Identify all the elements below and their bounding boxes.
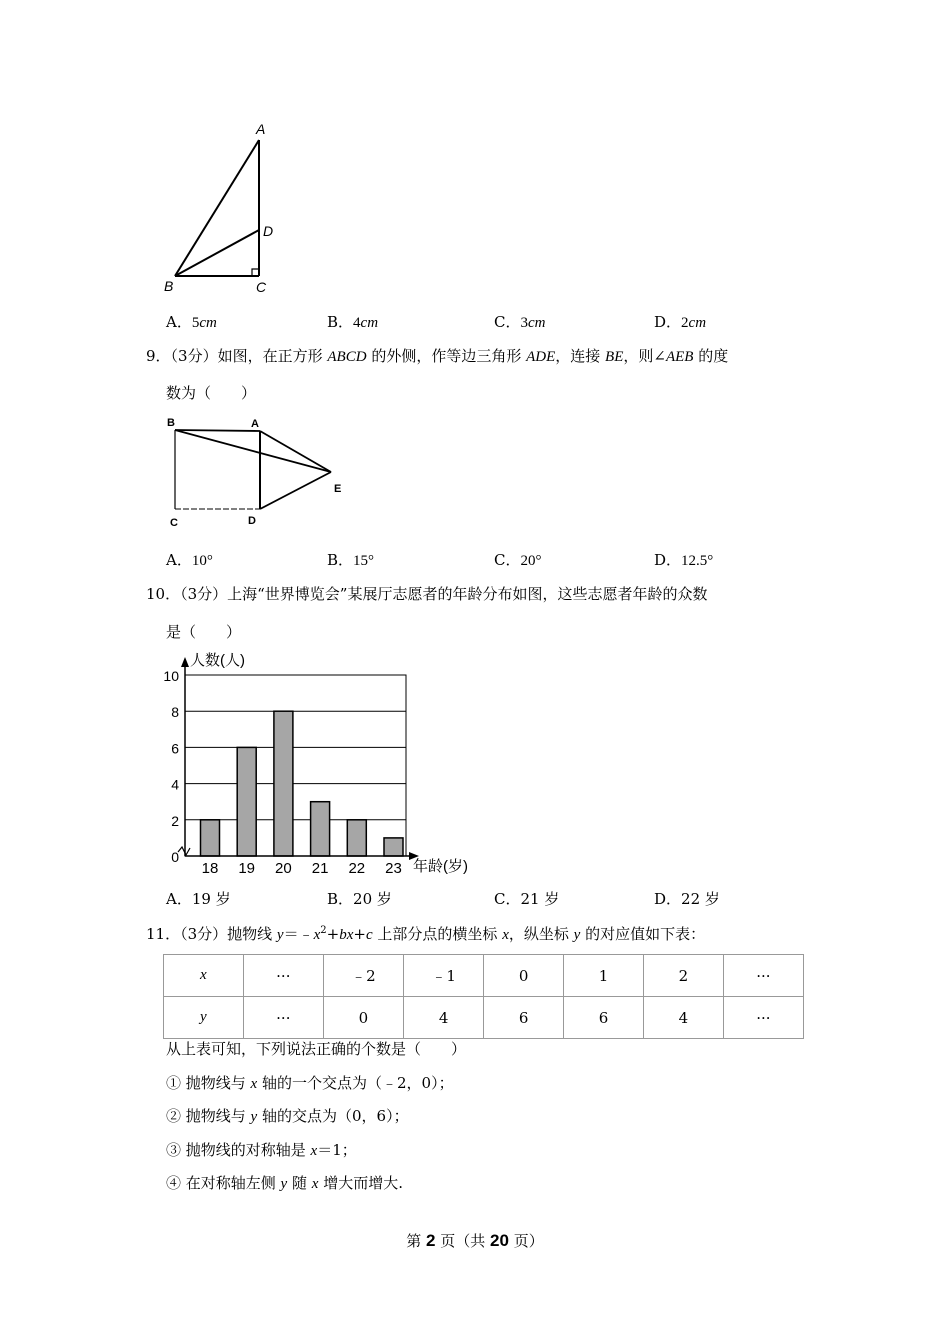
q11-statement-3: ③ 抛物线的对称轴是 x＝1；: [166, 1141, 357, 1159]
bar-22: [347, 820, 366, 856]
y-tick-label: 2: [171, 812, 179, 829]
bar-18: [201, 820, 220, 856]
q9-square-triangle-figure: [160, 410, 360, 535]
table-cell: 1: [564, 955, 644, 997]
table-cell: ···: [243, 997, 323, 1039]
table-row: [164, 955, 804, 997]
bar-19: [237, 747, 256, 856]
q9-option-d[interactable]: D．12.5°: [654, 551, 714, 569]
q11-statement-4: ④ 在对称轴左侧 y 随 x 增大而增大.: [166, 1174, 403, 1192]
table-row: [164, 997, 804, 1039]
q10-option-c[interactable]: C．21 岁: [494, 890, 560, 908]
q8-label-a: A: [256, 121, 266, 137]
y-tick-label: 10: [163, 668, 179, 684]
q11-statement-2: ② 抛物线与 y 轴的交点为（0，6）；: [166, 1107, 409, 1125]
axis-break-icon: [178, 847, 190, 855]
q8-triangle-figure: [160, 118, 290, 298]
table-cell: x: [164, 955, 244, 997]
table-cell: 4: [404, 997, 484, 1039]
q10-option-b[interactable]: B．20 岁: [327, 890, 392, 908]
q10-option-d[interactable]: D．22 岁: [654, 890, 720, 908]
q9-option-c[interactable]: C．20°: [494, 551, 542, 569]
xy-value-table: [163, 954, 804, 1039]
table-cell: 6: [564, 997, 644, 1039]
x-tick-label: 22: [348, 860, 366, 877]
table-cell: y: [164, 997, 244, 1039]
q8-option-d[interactable]: D．2cm: [654, 313, 707, 331]
table-cell: 4: [643, 997, 723, 1039]
q10-stem-line2: 是（ ）: [166, 623, 242, 641]
x-tick-label: 23: [385, 860, 402, 877]
q9-stem-line2: 数为（ ）: [166, 384, 257, 402]
q9-option-b[interactable]: B．15°: [327, 551, 375, 569]
table-cell: 6: [484, 997, 564, 1039]
q8-option-b[interactable]: B．4cm: [327, 313, 379, 331]
q11-stem: 11．（3分）抛物线 $y=﹣x^2+bx+c$ 上部分点的横坐标 x，纵坐标 y 的对应值如下表：: [146, 925, 706, 943]
q8-option-a[interactable]: A．5cm: [166, 313, 217, 331]
table-cell: 0: [323, 997, 403, 1039]
q11-statement-1: ① 抛物线与 x 轴的一个交点为（﹣2，0）；: [166, 1074, 454, 1092]
page-footer: 第 2 页（共 20 页）: [406, 1231, 544, 1250]
q9-label-d: D: [248, 515, 256, 527]
bar-21: [311, 802, 330, 856]
q10-option-a[interactable]: A．19 岁: [166, 890, 231, 908]
q9-label-a: A: [251, 418, 259, 430]
y-tick-label: 0: [171, 849, 179, 865]
q11-lead: 从上表可知，下列说法正确的个数是（ ）: [166, 1040, 467, 1058]
q9-label-b: B: [167, 417, 175, 429]
y-tick-label: 8: [171, 704, 179, 721]
age-bar-chart: [155, 645, 495, 880]
bar-23: [384, 838, 403, 856]
q8-option-c[interactable]: C．3cm: [494, 313, 546, 331]
table-cell: ···: [723, 997, 803, 1039]
q9-stem: 9．（3分）如图，在正方形 ABCD 的外侧，作等边三角形 ADE，连接 BE，则∠AEB 的度: [146, 347, 729, 365]
page-number: 2: [426, 1231, 436, 1250]
x-axis-label: 年龄(岁): [413, 858, 468, 875]
y-tick-label: 4: [171, 776, 179, 793]
table-cell: 0: [484, 955, 564, 997]
q9-label-c: C: [170, 517, 178, 529]
x-tick-label: 19: [238, 860, 256, 877]
table-cell: ···: [723, 955, 803, 997]
q9-option-a[interactable]: A．10°: [166, 551, 213, 569]
table-cell: ﹣1: [404, 955, 484, 997]
page-total: 20: [490, 1231, 509, 1250]
x-tick-label: 20: [275, 860, 292, 877]
y-axis-label: 人数(人): [190, 652, 245, 669]
q8-label-b: B: [164, 278, 174, 294]
bar-20: [274, 711, 293, 856]
y-tick-label: 6: [171, 740, 179, 757]
table-cell: ···: [243, 955, 323, 997]
q8-label-d: D: [263, 223, 274, 239]
x-tick-label: 18: [201, 860, 219, 877]
table-cell: 2: [643, 955, 723, 997]
table-cell: ﹣2: [323, 955, 403, 997]
q8-label-c: C: [256, 279, 267, 295]
q10-stem: 10．（3分）上海“世界博览会”某展厅志愿者的年龄分布如图，这些志愿者年龄的众数: [146, 585, 708, 603]
x-tick-label: 21: [311, 860, 329, 877]
y-axis-arrow: [181, 657, 189, 667]
q9-label-e: E: [334, 483, 342, 495]
